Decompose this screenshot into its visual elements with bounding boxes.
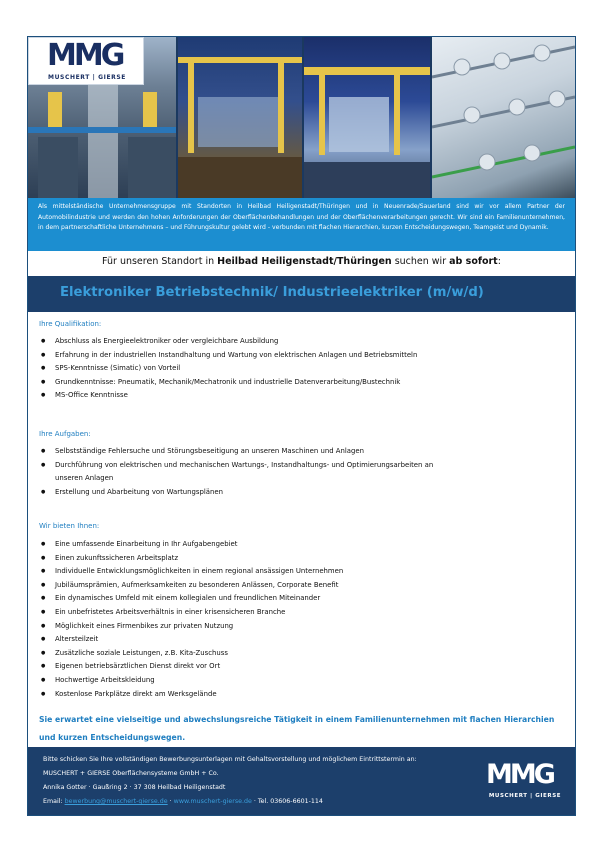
list-item: ● Ein unbefristetes Arbeitsverhältnis in einer krisensicheren Branche	[39, 606, 343, 620]
job-title: Elektroniker Betriebstechnik/ Industrieelektriker (m/w/d)	[60, 285, 484, 300]
job-title-bar	[28, 276, 575, 312]
company-intro: Als mittelständische Unternehmensgruppe mit Standorten in Heilbad Heiligenstadt/Thüringen und in Neuenrade/Sauerland sind wir vor allem Partner der Automobilindustrie und werden den hohen Anforderungen der Oberflächenbehandlungen und der Oberflächenverarbeitungen gerecht. Wir sind ein Familienunternehmen, in dem partnerschaftliche Unternehmens – und Führungskultur gelebt wird - verbunden mit flachen Hierarchien, kurzen Entscheidungswegen, Teamgeist und Dynamik.	[28, 198, 575, 251]
location-mid: suchen wir	[391, 256, 450, 267]
job-ad-page	[27, 36, 576, 816]
list-item: ● Möglichkeit eines Firmenbikes zur privaten Nutzung	[39, 620, 343, 634]
list-item: ● Zusätzliche soziale Leistungen, z.B. Kita-Zuschuss	[39, 647, 343, 661]
header-photo-strip	[28, 37, 575, 198]
location-pre: Für unseren Standort in	[102, 256, 218, 267]
location-when: ab sofort	[449, 256, 498, 267]
location-line	[28, 256, 575, 267]
list-item: ● Eigenen betriebsärztlichen Dienst direkt vor Ort	[39, 660, 343, 674]
footer-logo-subtitle: MUSCHERT | GIERSE	[488, 793, 562, 799]
tasks-list	[39, 445, 433, 499]
list-item: ● Selbstständige Fehlersuche und Störungsbeseitigung an unseren Maschinen und Anlagen	[39, 445, 433, 459]
logo-mark: MMG	[47, 38, 123, 73]
list-item: ● Einen zukunftssicheren Arbeitsplatz	[39, 552, 343, 566]
list-item: ● SPS-Kenntnisse (Simatic) von Vorteil	[39, 362, 417, 376]
list-item: ● Grundkenntnisse: Pneumatik, Mechanik/Mechatronik und industrielle Datenverarbeitung/Bustechnik	[39, 376, 417, 390]
offers-list	[39, 538, 343, 701]
email-link[interactable]: bewerbung@muschert-gierse.de	[64, 798, 168, 805]
list-item: ● Erstellung und Abarbeitung von Wartungsplänen	[39, 486, 433, 500]
footer-logo	[480, 761, 570, 805]
qualifications-heading: Ihre Qualifikation:	[39, 320, 102, 328]
list-item	[39, 459, 433, 486]
list-item: ● Jubiläumsprämien, Aufmerksamkeiten zu besonderen Anlässen, Corporate Benefit	[39, 579, 343, 593]
header-photo-crane-system	[304, 37, 430, 198]
list-item: ● Kostenlose Parkplätze direkt am Werksgelände	[39, 688, 343, 702]
company-logo	[28, 37, 144, 85]
header-photo-parts-rack	[432, 37, 575, 198]
footer-logo-mark: MMG	[486, 759, 553, 790]
contact-footer	[28, 747, 575, 816]
list-item: ● Abschluss als Energieelektroniker oder vergleichbare Ausbildung	[39, 335, 417, 349]
list-item: ● Altersteilzeit	[39, 633, 343, 647]
list-item: ● Hochwertige Arbeitskleidung	[39, 674, 343, 688]
phone-number: · Tel. 03606-6601-114	[251, 798, 323, 805]
qualifications-list	[39, 335, 417, 403]
email-label: Email:	[43, 798, 65, 805]
list-item: ● Ein dynamisches Umfeld mit einem kollegialen und freundlichen Miteinander	[39, 592, 343, 606]
list-item: ● Eine umfassende Einarbeitung in Ihr Aufgabengebiet	[39, 538, 343, 552]
list-item: ● Individuelle Entwicklungsmöglichkeiten in einem regional ansässigen Unternehmen	[39, 565, 343, 579]
offers-heading: Wir bieten Ihnen:	[39, 522, 100, 530]
separator: ·	[167, 798, 174, 805]
company-name: MUSCHERT + GIERSE Oberflächensysteme GmbH + Co.	[43, 770, 219, 777]
website-link[interactable]: www.muschert-gierse.de	[173, 798, 252, 805]
application-request: Bitte schicken Sie Ihre vollständigen Bewerbungsunterlagen mit Gehaltsvorstellung und möglichem Eintrittstermin an:	[43, 756, 417, 763]
list-item: ● MS-Office Kenntnisse	[39, 389, 417, 403]
location-post: :	[497, 256, 501, 267]
tasks-heading: Ihre Aufgaben:	[39, 430, 91, 438]
list-item-text: Durchführung von elektrischen und mechanischen Wartungs-, Instandhaltungs- und Optimierungsarbeiten an	[55, 460, 434, 469]
logo-subtitle: MUSCHERT | GIERSE	[48, 74, 126, 81]
header-photo-plating-line	[178, 37, 302, 198]
list-item-continuation: unseren Anlagen	[55, 474, 114, 483]
contact-address: Annika Gotter · Gaußring 2 · 37 308 Heilbad Heiligenstadt	[43, 784, 226, 791]
contact-line	[43, 795, 417, 809]
location-place: Heilbad Heiligenstadt/Thüringen	[217, 256, 392, 267]
contact-details	[43, 753, 417, 809]
list-item: ● Erfahrung in der industriellen Instandhaltung und Wartung von elektrischen Anlagen und Betriebsmitteln	[39, 349, 417, 363]
closing-statement: Sie erwartet eine vielseitige und abwechslungsreiche Tätigkeit in einem Familienunternehmen mit flachen Hierarchien und kurzen Entscheidungswegen.	[39, 715, 555, 742]
